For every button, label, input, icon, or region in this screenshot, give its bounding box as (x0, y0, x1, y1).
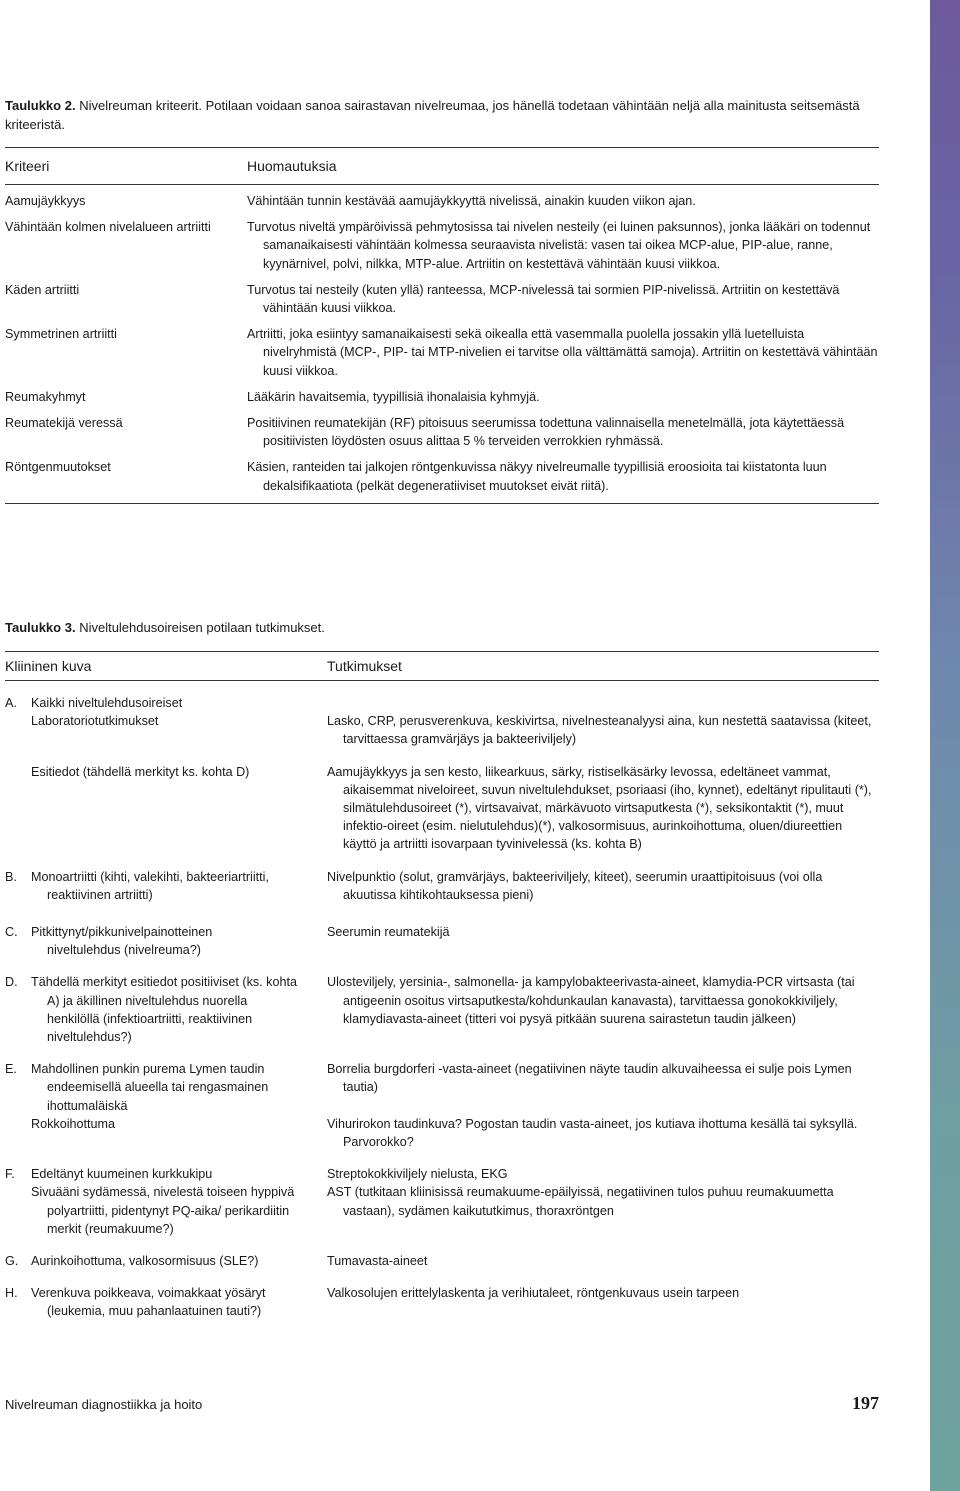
table-row (5, 1183, 879, 1238)
table-row (5, 414, 879, 450)
table-3-caption-label: Taulukko 3. (5, 620, 76, 635)
table-row (5, 712, 879, 748)
table-row (5, 218, 879, 273)
row-index: G. (5, 1254, 19, 1269)
table-row (5, 1165, 879, 1183)
criterion-label: Aamujäykkyys (5, 194, 86, 208)
table-2-bottom-rule (5, 503, 879, 504)
table-row (5, 923, 879, 959)
test-cell: Aamujäykkyys ja sen kesto, liikearkuus, särky, ristiselkäsärky levossa, edeltäneet vammat, aikaisemmat niveloireet, suvun niveltulehdukset, psoriaasi (iho, kynnet), edeltänyt ripulitauti (*), silmätulehdusoireet (*), virtsavaivat, märkävuoto virtsaputkesta (*), seksikontaktit (*), muut infektio-oireet (esim. nielutulehdus)(*), valkosormisuus, aurinkoihottuma, oluen/diureettien käyttö ja artriitti isovarpaan tyvinivelessä (ks. kohta B) (327, 764, 872, 852)
clinical-text: Sivuääni sydämessä, nivelestä toiseen hyppivä polyartriitti, pidentynyt PQ-aika/ perikardiitin merkit (reumakuume?) (31, 1185, 295, 1236)
test-cell (327, 694, 879, 712)
table-row (5, 694, 879, 712)
criterion-label: Röntgenmuutokset (5, 460, 111, 475)
table-2 (5, 96, 879, 504)
table-row (5, 192, 879, 210)
table-2-caption (5, 96, 879, 134)
clinical-text: Monoartriitti (kihti, valekihti, bakteeriartriitti, reaktiivinen artriitti) (31, 869, 269, 902)
table-row (5, 1284, 879, 1320)
table-row (5, 325, 879, 380)
criterion-note: Artriitti, joka esiintyy samanaikaisesti sekä oikealla että vasemmalla puolella jossakin yllä luetelluista nivelryhmistä (MCP-, PIP- tai MTP-nivelien ei tarvitse olla välttämättä samoja). Artriitin on kestettävä vähintään kuusi viikkoa. (247, 327, 878, 378)
table-2-col-notes-header: Huomautuksia (247, 158, 337, 174)
criterion-note: Positiivinen reumatekijän (RF) pitoisuus seerumissa todettuna valinnaisella menetelmällä, jota käytettäessä positiivisten löydösten osuus alittaa 5 % terveiden verrokkien ryhmässä. (247, 416, 845, 449)
row-index: D. (5, 975, 18, 990)
row-index: F. (5, 1167, 15, 1182)
table-row (5, 1115, 879, 1151)
table-3-col-tests-header: Tutkimukset (327, 658, 402, 674)
criterion-label: Käden artriitti (5, 282, 80, 297)
table-2-header-rule (5, 184, 879, 185)
clinical-text: Edeltänyt kuumeinen kurkkukipu (31, 1167, 213, 1182)
test-cell: AST (tutkitaan kliinisissä reumakuume-epäilyissä, negatiivinen tulos puhuu reumakuumetta vastaan), sydämen kaikututkimus, thoraxröntgen (327, 1185, 834, 1218)
clinical-cell (5, 1252, 327, 1270)
clinical-text: Kaikki niveltulehdusoireiset (31, 696, 183, 710)
clinical-text: Tähdellä merkityt esitiedot positiiviset (ks. kohta A) ja äkillinen niveltulehdus nuorella henkilöllä (infektioartriitti, reaktiivinen niveltulehdus?) (31, 975, 297, 1045)
table-row (5, 1060, 879, 1115)
table-3-header (5, 652, 879, 680)
test-cell: Tumavasta-aineet (327, 1254, 428, 1269)
table-3 (5, 618, 879, 1321)
criterion-label: Vähintään kolmen nivelalueen artriitti (5, 220, 211, 235)
table-3-col-clinical-header: Kliininen kuva (5, 658, 92, 674)
criterion-note: Turvotus niveltä ympäröivissä pehmytosissa tai nivelen nesteily (ei luinen paksunnos), jonka lääkäri on todennut samanaikaisesti vähintään kolmessa seuraavista nivelistä: vasen tai oikea MCP-alue, PIP-alue, ranne, kyynärnivel, polvi, nilkka, MTP-alue. Artriitin on kestettävä vähintään kuusi viikkoa. (247, 220, 871, 271)
table-row (5, 763, 879, 854)
table-2-col-criteria-header: Kriteeri (5, 158, 50, 174)
table-3-caption (5, 618, 879, 637)
page-number: 197 (852, 1393, 879, 1413)
criterion-note: Vähintään tunnin kestävää aamujäykkyyttä nivelissä, ainakin kuuden viikon ajan. (247, 194, 696, 208)
table-2-caption-label: Taulukko 2. (5, 98, 76, 113)
clinical-cell: Esitiedot (tähdellä merkityt ks. kohta D) (31, 764, 250, 779)
test-cell: Nivelpunktio (solut, gramvärjäys, bakteeriviljely, kiteet), seerumin uraattipitoisuus (voi olla akuutissa kihtikohtauksessa pieni) (327, 869, 823, 902)
clinical-cell (5, 1060, 327, 1115)
table-3-header-rule (5, 680, 879, 681)
criterion-label: Symmetrinen artriitti (5, 327, 117, 342)
clinical-cell (5, 868, 327, 904)
criterion-note: Lääkärin havaitsemia, tyypillisiä ihonalaisia kyhmyjä. (247, 389, 540, 404)
criterion-label: Reumatekijä veressä (5, 416, 123, 431)
criterion-note: Turvotus tai nesteily (kuten yllä) ranteessa, MCP-nivelessä tai sormien PIP-nivelissä. Artriitin on kestettävä vähintään kuusi viikkoa. (247, 282, 840, 316)
clinical-cell (5, 1165, 327, 1183)
clinical-cell: Laboratoriotutkimukset (31, 714, 159, 729)
clinical-cell (5, 973, 327, 1046)
test-cell: Borrelia burgdorferi -vasta-aineet (negatiivinen näyte taudin alkuvaiheessa ei sulje pois Lymen tautia) (327, 1062, 852, 1095)
table-row (5, 388, 879, 406)
criterion-label: Reumakyhmyt (5, 389, 86, 404)
row-index: H. (5, 1286, 18, 1301)
test-cell: Lasko, CRP, perusverenkuva, keskivirtsa, nivelnesteanalyysi aina, kun nestettä saatavissa (kiteet, tarvittaessa gramvärjäys ja bakteeriviljely) (327, 714, 872, 747)
table-3-caption-text: Niveltulehdusoireisen potilaan tutkimukset. (79, 620, 325, 635)
row-index: E. (5, 1062, 17, 1077)
footer-title: Nivelreuman diagnostiikka ja hoito (5, 1397, 203, 1412)
clinical-text: Pitkittynyt/pikkunivelpainotteinen niveltulehdus (nivelreuma?) (31, 925, 213, 958)
table-2-header (5, 148, 879, 184)
table-row (5, 973, 879, 1046)
clinical-cell (5, 1183, 327, 1238)
clinical-cell (5, 1284, 327, 1320)
test-cell: Valkosolujen erittelylaskenta ja verihiutaleet, röntgenkuvaus usein tarpeen (327, 1286, 740, 1301)
test-cell: Ulosteviljely, yersinia-, salmonella- ja kampylobakteerivasta-aineet, klamydia-PCR virtsasta (tai antigeenin osoitus virtsaputkesta/kohdunkaulan kanavasta), tarvittaessa gonokokkiviljely, klamydiavasta-aineet (titteri voi pysyä pitkään suurena sairastetun taudin jälkeen) (327, 975, 855, 1026)
decorative-sidebar-strip (930, 0, 960, 1491)
test-cell: Vihurirokon taudinkuva? Pogostan taudin vasta-aineet, jos kutiava ihottuma kesällä tai syksyllä. Parvorokko? (327, 1116, 858, 1150)
table-row (5, 281, 879, 317)
clinical-text: Verenkuva poikkeava, voimakkaat yösäryt (leukemia, muu pahanlaatuinen tauti?) (31, 1286, 266, 1319)
test-cell: Seerumin reumatekijä (327, 925, 450, 940)
clinical-text: Aurinkoihottuma, valkosormisuus (SLE?) (31, 1254, 259, 1269)
row-index: C. (5, 925, 18, 940)
table-row (5, 868, 879, 904)
table-row (5, 458, 879, 494)
test-cell: Streptokokkiviljely nielusta, EKG (327, 1167, 508, 1182)
criterion-note: Käsien, ranteiden tai jalkojen röntgenkuvissa näkyy nivelreumalle tyypillisiä eroosioita tai kiistatonta luun dekalsifikaatiota (pelkät degeneratiiviset muutokset eivät riitä). (247, 460, 827, 493)
clinical-cell: Rokkoihottuma (31, 1116, 115, 1131)
table-row (5, 1252, 879, 1270)
table-2-caption-text: Nivelreuman kriteerit. Potilaan voidaan sanoa sairastavan nivelreumaa, jos hänellä todetaan vähintään neljä alla mainitusta seitsemästä kriteeristä. (5, 98, 860, 132)
page-footer (5, 1393, 879, 1414)
row-index: B. (5, 869, 17, 884)
clinical-text: Mahdollinen punkin purema Lymen taudin endeemisellä alueella tai rengasmainen ihottumaläiskä (31, 1062, 269, 1113)
row-index: A. (5, 696, 17, 710)
clinical-cell (5, 923, 327, 959)
clinical-cell (5, 694, 327, 712)
